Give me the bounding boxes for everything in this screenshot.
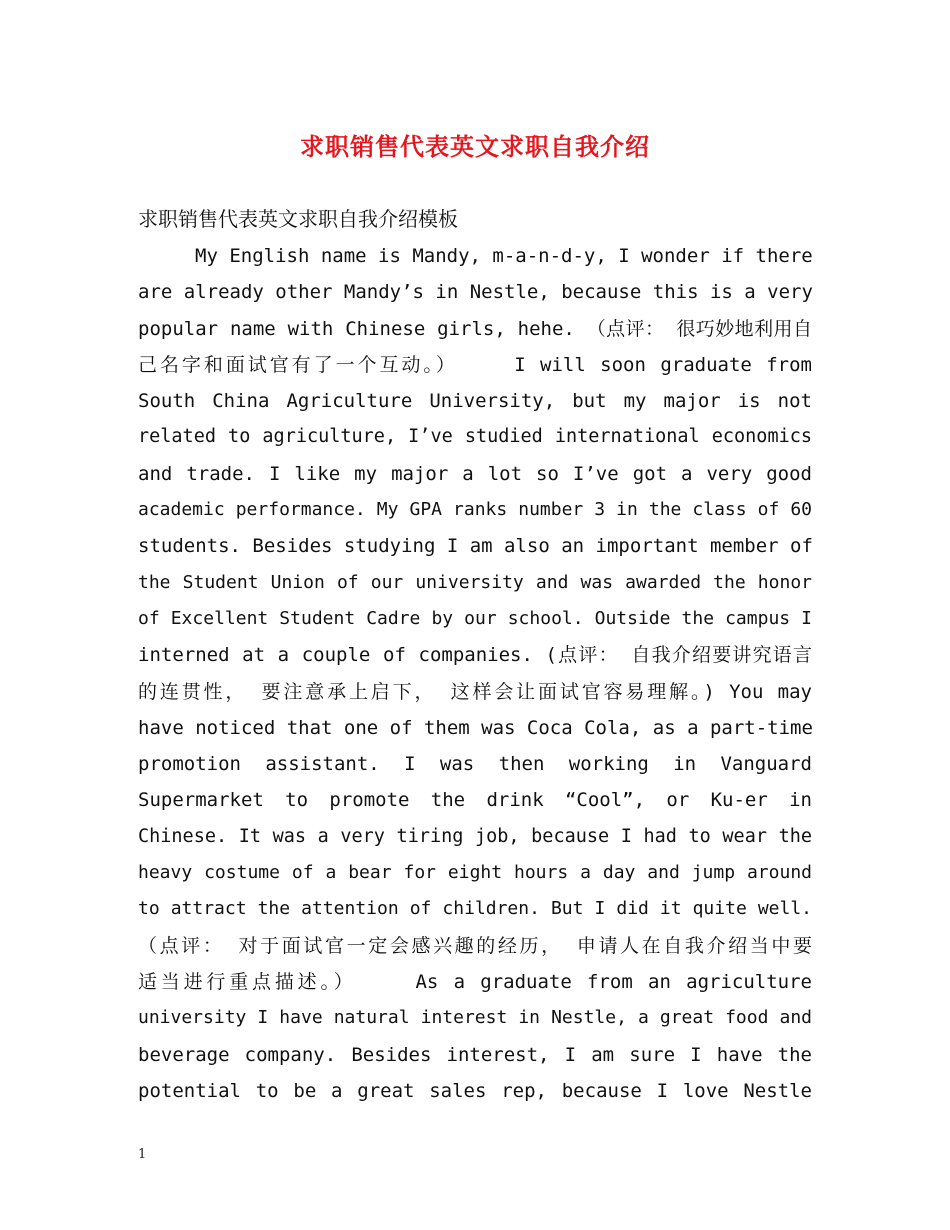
text-line: South China Agriculture University, but my major is not: [138, 390, 812, 413]
document-title: 求职销售代表英文求职自我介绍: [300, 132, 650, 161]
text-line: （点评： 对于面试官一定会感兴趣的经历， 申请人在自我介绍当中要: [138, 934, 812, 957]
body-paragraph: [138, 238, 812, 1109]
text-line: Chinese. It was a very tiring job, because I had to wear the: [138, 825, 812, 847]
text-line: students. Besides studying I am also an important member of: [138, 535, 813, 558]
text-line: 适当进行重点描述。） As a graduate from an agriculture: [138, 970, 812, 993]
text-line: are already other Mandy’s in Nestle, because this is a very: [138, 281, 813, 304]
text-line: 的连贯性， 要注意承上启下， 这样会让面试官容易理解。) You may: [138, 680, 812, 703]
text-line: Supermarket to promote the drink “Cool”, or Ku-er in: [138, 789, 812, 812]
text-line: related to agriculture, I’ve studied international economics: [138, 426, 812, 448]
text-line: of Excellent Student Cadre by our school. Outside the campus I: [138, 607, 812, 629]
text-line: academic performance. My GPA ranks number 3 in the class of 60: [138, 499, 812, 521]
text-line: to attract the attention of children. But I did it quite well.: [138, 898, 812, 920]
page-number: 1: [138, 1147, 147, 1162]
text-line: interned at a couple of companies. (点评： 自我介绍要讲究语言: [138, 644, 812, 667]
text-line: and trade. I like my major a lot so I’ve got a very good: [138, 462, 812, 485]
text-line: beverage company. Besides interest, I am sure I have the: [138, 1043, 812, 1066]
text-line: have noticed that one of them was Coca Cola, as a part-time: [138, 716, 813, 739]
text-line: the Student Union of our university and was awarded the honor: [138, 571, 812, 593]
text-line: popular name with Chinese girls, hehe. （点评： 很巧妙地利用自: [138, 317, 812, 340]
text-line: heavy costume of a bear for eight hours a day and jump around: [138, 862, 812, 884]
text-line: My English name is Mandy, m-a-n-d-y, I wonder if there: [138, 245, 813, 267]
text-line: university I have natural interest in Nestle, a great food and: [138, 1007, 812, 1029]
text-line: promotion assistant. I was then working in Vanguard: [138, 753, 812, 776]
text-line: potential to be a great sales rep, because I love Nestle: [138, 1079, 812, 1102]
document-subtitle: 求职销售代表英文求职自我介绍模板: [138, 207, 458, 231]
text-line: 己名字和面试官有了一个互动。） I will soon graduate from: [138, 353, 812, 376]
